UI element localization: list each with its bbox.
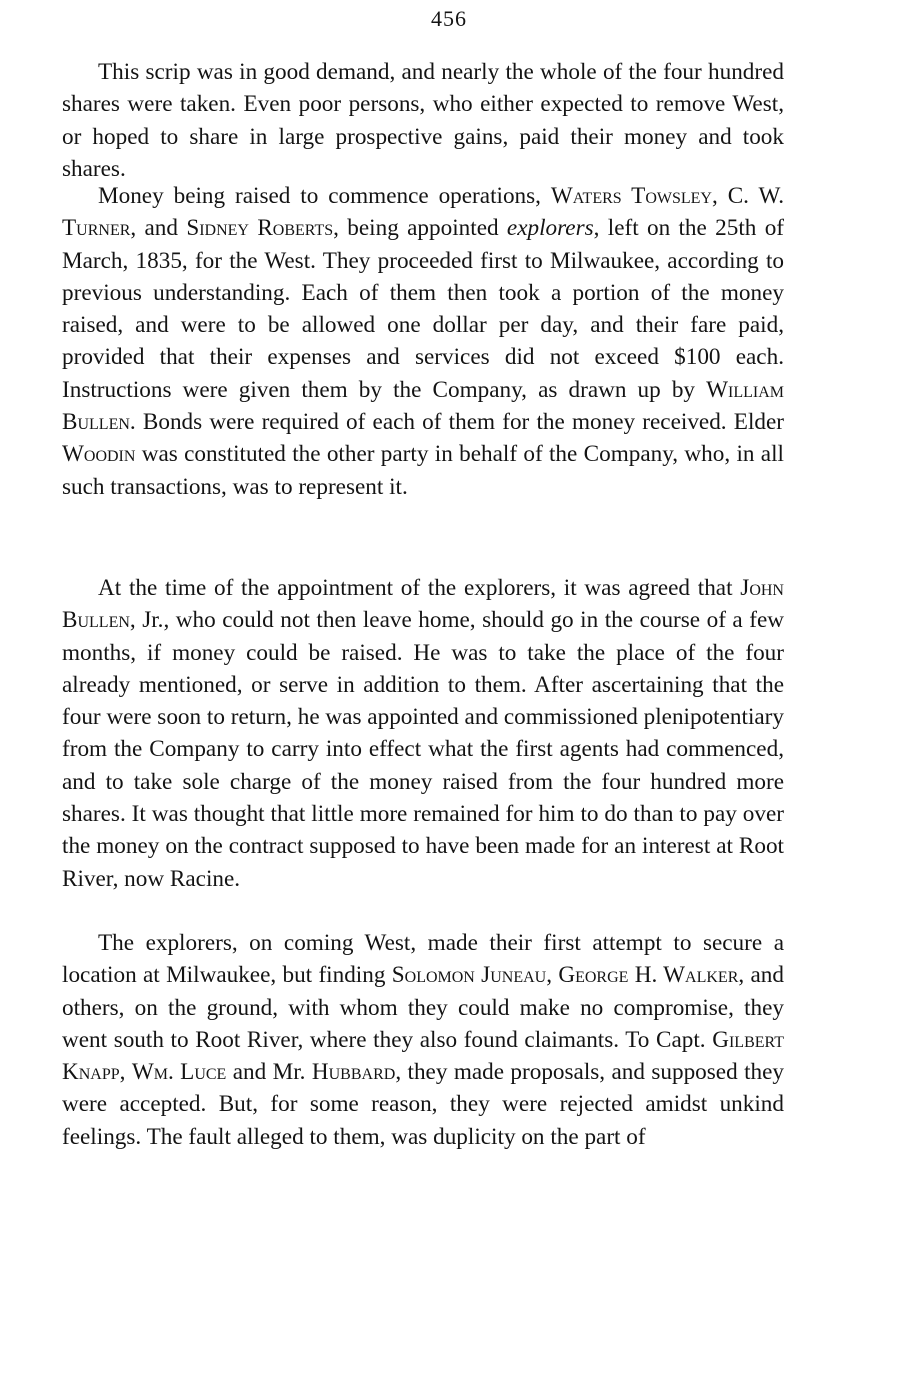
paragraph-text: , they made proposals, and supposed they were accepted. But, for some reason, they were rejected amidst unkind feelings. The fault alleged to them, was duplicity on the part of [62,1059,785,1150]
person-name: Wm. Luce [131,1059,227,1086]
paragraph-text: , Jr., who could not then leave home, should go in the course of a few months, if money could be raised. He was to take the place of the four already mentioned, or serve in addition to them. After ascertaining that the four were soon to return, he was appointed and commissioned plenipotentiary from the Company to carry into effect what the first agents had commenced, and to take sole charge of the money raised from the four hundred more shares. It was thought that little more remained for him to do than to pay over the money on the contract supposed to have been made for an interest at Root River, now Racine. [62,607,784,892]
person-name: Sidney Roberts [186,215,334,242]
person-name: C. W. Turner [62,183,785,242]
person-name: Hubbard [311,1059,396,1086]
paragraph-text: . Bonds were required of each of them for the money received. Elder [129,409,784,436]
person-name: Solomon Juneau [391,962,547,989]
person-name: Waters Towsley [550,183,712,209]
emphasis-text: explorers [506,215,594,242]
paragraph-text: and Mr. [226,1059,312,1086]
person-name: John Bullen [62,575,784,634]
paragraph-text: , and [130,215,187,242]
paragraph-text: , and others, on the ground, with whom they could make no compromise, they went south to Root River, where they also found claimants. To Capt. [62,962,784,1053]
person-name: George H. Walker [558,962,739,989]
paragraph-text: was constituted the other party in behalf of the Company, who, in all such transactions, was to represent it. [62,441,784,500]
paragraph-text: This scrip was in good demand, and nearly the whole of the four hundred shares were taken. Even poor persons, who either expected to remove West, or hoped to share in large prospective gains, paid their money and took shares. [62,59,784,182]
paragraph-scrip-demand [62,56,784,185]
paragraph-explorers-appointed [62,180,784,503]
paragraph-text: At the time of the appointment of the explorers, it was agreed that [98,575,741,601]
person-name: Gilbert Knapp [62,1026,784,1086]
paragraph-text: , being appointed [333,215,507,242]
page-number: 456 [431,6,467,31]
paragraph-explorers-west [62,927,784,1153]
person-name: Woodin [62,441,136,468]
paragraph-john-bullen [62,572,784,895]
paragraph-text: The explorers, on coming West, made their first attempt to secure a location at Milwaukee, but finding [62,930,784,989]
paragraph-text: Money being raised to commence operations, [98,183,551,209]
paragraph-text: , [119,1059,132,1086]
paragraph-text: , [546,962,559,989]
person-name: William Bullen [62,376,784,436]
paragraph-text: , [712,183,728,209]
paragraph-text: , left on the 25th of March, 1835, for the West. They proceeded first to Milwaukee, according to previous understanding. Each of them then took a portion of the money raised, and were to be allowed one dollar per day, and their fare paid, provided that their expenses and services did not exceed $100 each. Instructions were given them by the Company, as drawn up by [62,215,785,403]
